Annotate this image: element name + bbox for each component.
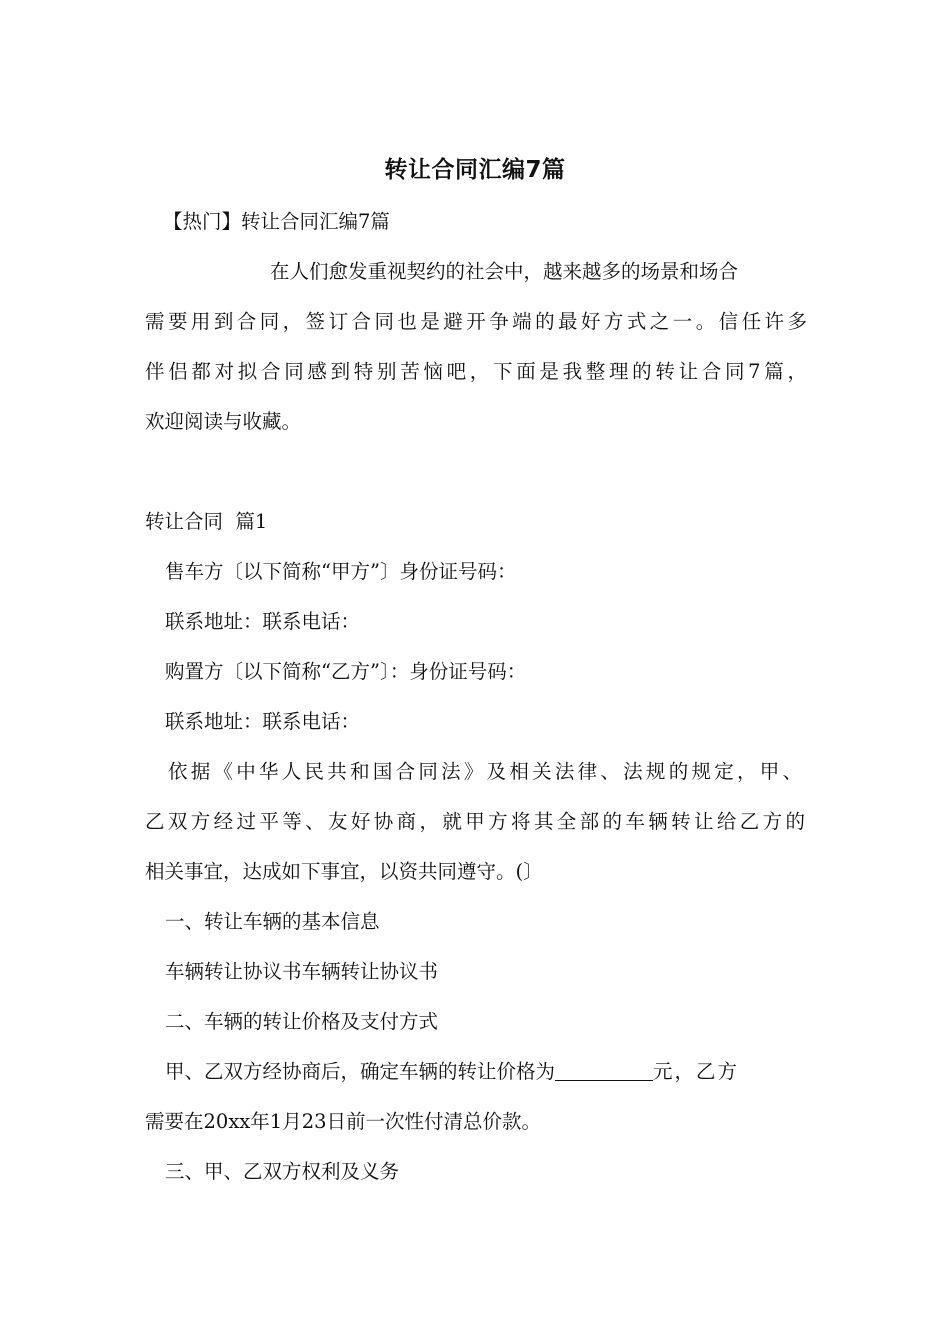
basis-line-1: 依据《中华人民共和国合同法》及相关法律、法规的规定，甲、 <box>168 760 802 783</box>
buyer-line: 购置方〔以下简称“乙方”〕：身份证号码： <box>165 660 527 683</box>
clause1-body: 车辆转让协议书车辆转让协议书 <box>165 960 439 983</box>
clause2-body-before: 甲、乙双方经协商后，确定车辆的转让价格为 <box>165 1060 556 1083</box>
intro-line-2: 需要用到合同，签订合同也是避开争端的最好方式之一。信任许多 <box>145 310 807 333</box>
seller-line: 售车方〔以下简称“甲方”〕身份证号码： <box>165 560 517 583</box>
document-subtitle: 【热门】转让合同汇编7篇 <box>163 210 390 233</box>
clause2-body-line-2: 需要在20xx年1月23日前一次性付清总价款。 <box>145 1110 542 1133</box>
clause2-body-after: 元，乙方 <box>653 1060 740 1083</box>
clause3-heading: 三、甲、乙双方权利及义务 <box>165 1160 400 1183</box>
intro-line-3: 伴侣都对拟合同感到特别苦恼吧，下面是我整理的转让合同7篇， <box>145 360 807 383</box>
price-blank <box>555 1060 653 1081</box>
basis-line-3: 相关事宜，达成如下事宜，以资共同遵守。(〕 <box>145 860 543 883</box>
basis-line-2: 乙双方经过平等、友好协商，就甲方将其全部的车辆转让给乙方的 <box>145 810 805 833</box>
intro-line-4: 欢迎阅读与收藏。 <box>145 410 302 433</box>
clause2-body-line-1 <box>165 1057 810 1087</box>
seller-contact: 联系地址：联系电话： <box>165 610 361 633</box>
buyer-contact: 联系地址：联系电话： <box>165 710 361 733</box>
section-heading: 转让合同 篇1 <box>145 510 268 533</box>
clause2-heading: 二、车辆的转让价格及支付方式 <box>165 1010 439 1033</box>
document-title: 转让合同汇编7篇 <box>384 157 566 183</box>
clause1-heading: 一、转让车辆的基本信息 <box>165 910 380 933</box>
intro-line-1: 在人们愈发重视契约的社会中，越来越多的场景和场合 <box>270 260 739 283</box>
